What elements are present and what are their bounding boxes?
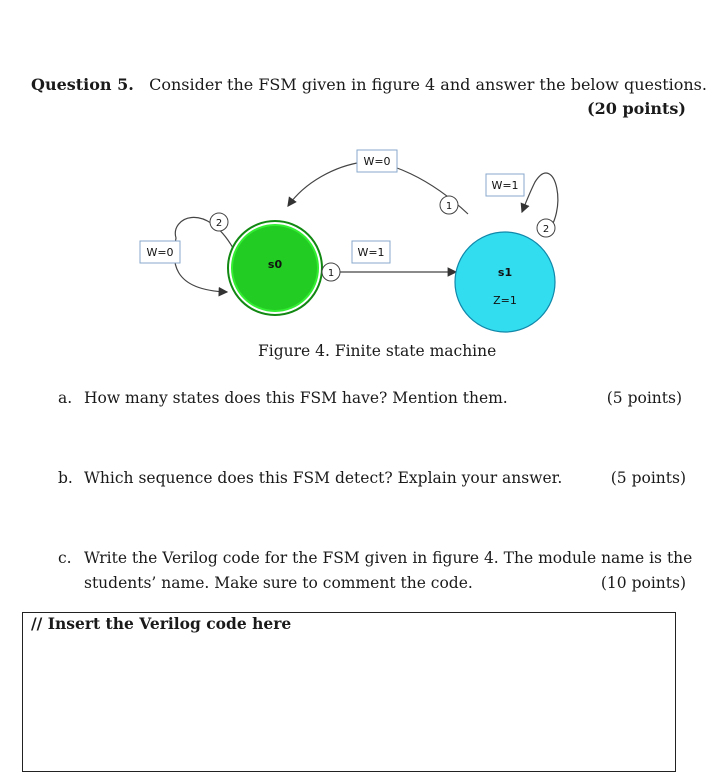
svg-text:W=0: W=0 bbox=[363, 155, 391, 168]
state-s1-output: Z=1 bbox=[493, 294, 517, 307]
svg-text:W=1: W=1 bbox=[357, 246, 385, 259]
part-c-text: Write the Verilog code for the FSM given in figure 4. The module name is the bbox=[84, 549, 693, 567]
part-b-text: Which sequence does this FSM detect? Explain your answer. bbox=[84, 469, 563, 487]
svg-text:1: 1 bbox=[327, 268, 335, 279]
answer-box-placeholder: // Insert the Verilog code here bbox=[31, 614, 292, 633]
question-text: Consider the FSM given in figure 4 and answer the below questions. bbox=[149, 75, 707, 94]
svg-text:W=0: W=0 bbox=[146, 246, 174, 259]
fsm-diagram bbox=[130, 140, 570, 340]
part-b bbox=[58, 469, 562, 487]
state-s1-name: s1 bbox=[497, 266, 513, 279]
part-a-points: (5 points) bbox=[606, 389, 682, 407]
part-b-points: (5 points) bbox=[610, 469, 686, 487]
part-b-label: b. bbox=[58, 469, 73, 487]
part-c-points: (10 points) bbox=[600, 574, 686, 592]
figure-caption: Figure 4. Finite state machine bbox=[258, 342, 497, 360]
part-c-label: c. bbox=[58, 549, 72, 567]
priority-s1-s0 bbox=[440, 196, 458, 214]
label-s1-s0-condition bbox=[357, 150, 397, 172]
svg-text:2: 2 bbox=[215, 218, 223, 229]
label-s1-s1-condition bbox=[486, 174, 524, 196]
label-s0-s0-condition bbox=[140, 241, 180, 263]
part-c-text-line2: students’ name. Make sure to comment the code. bbox=[84, 574, 473, 592]
part-c bbox=[58, 549, 692, 567]
question-title bbox=[31, 75, 707, 94]
part-a-text: How many states does this FSM have? Mention them. bbox=[84, 389, 508, 407]
question-number: Question 5. bbox=[31, 75, 134, 94]
state-s0-name: s0 bbox=[267, 258, 283, 271]
question-points: (20 points) bbox=[587, 99, 686, 118]
svg-text:1: 1 bbox=[445, 201, 453, 212]
priority-s1-s1 bbox=[537, 219, 555, 237]
state-s1-circle bbox=[455, 232, 555, 332]
part-a bbox=[58, 389, 508, 407]
answer-box[interactable] bbox=[22, 612, 676, 772]
part-a-label: a. bbox=[58, 389, 73, 407]
priority-s0-s1 bbox=[322, 263, 340, 281]
svg-text:W=1: W=1 bbox=[491, 179, 519, 192]
svg-text:2: 2 bbox=[542, 224, 550, 235]
label-s0-s1-condition bbox=[352, 241, 390, 263]
priority-s0-s0 bbox=[210, 213, 228, 231]
